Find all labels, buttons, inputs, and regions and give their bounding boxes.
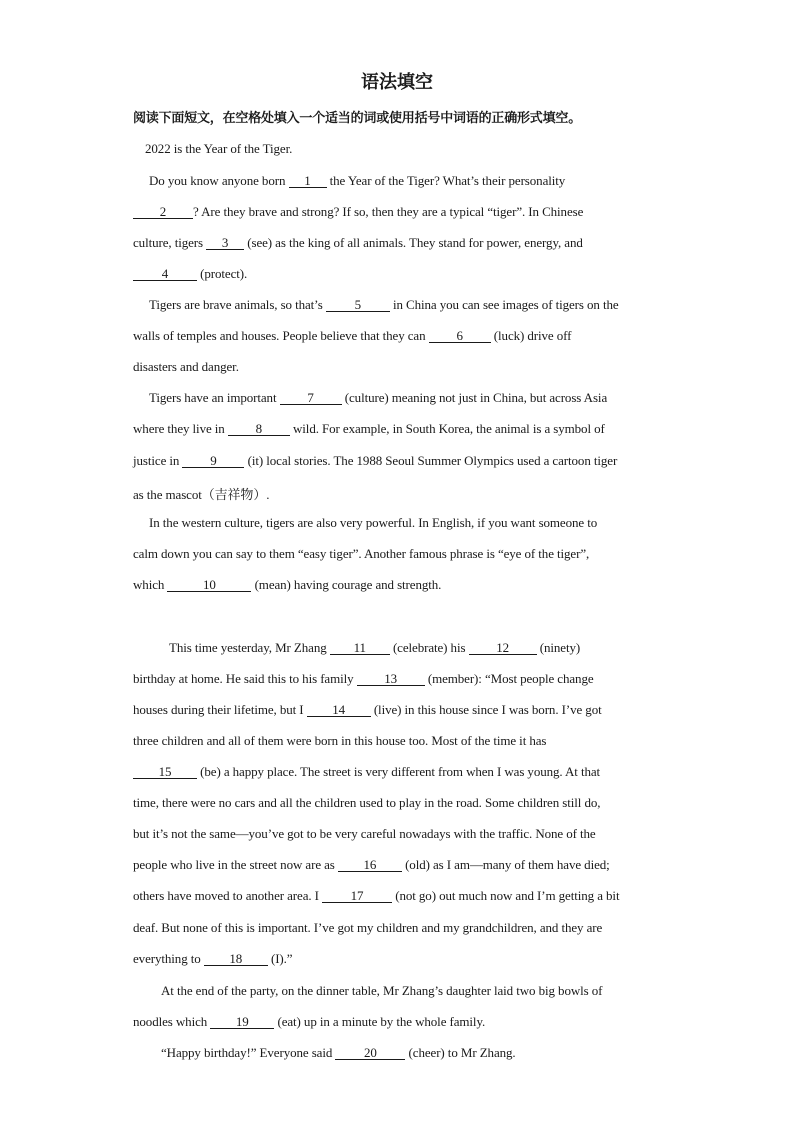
line-text: 2022 is the Year of the Tiger. [145, 141, 293, 156]
line-text: wild. For example, in South Korea, the animal is a symbol of [289, 421, 605, 436]
blank-17[interactable]: 17 [322, 889, 392, 903]
blank-4[interactable]: 4 [133, 267, 197, 281]
text-line [169, 640, 580, 656]
instruction-text: 阅读下面短文，在空格处填入一个适当的词或使用括号中词语的正确形式填空。 [133, 111, 582, 126]
line-text: (it) local stories. The 1988 Seoul Summer Olympics used a cartoon tiger [244, 453, 618, 468]
blank-15[interactable]: 15 [133, 765, 197, 779]
line-text: time, there were no cars and all the children used to play in the road. Some children still do, [133, 795, 601, 810]
text-line [133, 671, 594, 687]
line-text: disasters and danger. [133, 359, 239, 374]
line-text: (cheer) to Mr Zhang. [405, 1045, 516, 1060]
text-line [133, 328, 571, 344]
blank-13[interactable]: 13 [357, 672, 425, 686]
line-text: which [133, 577, 168, 592]
page-title: 语法填空 [361, 72, 433, 93]
blank-8[interactable]: 8 [228, 422, 290, 436]
text-line [133, 235, 583, 251]
line-text: This time yesterday, Mr Zhang [169, 640, 330, 655]
line-text: justice in [133, 453, 183, 468]
blank-7[interactable]: 7 [280, 391, 342, 405]
line-text: others have moved to another area. I [133, 888, 323, 903]
line-text: houses during their lifetime, but I [133, 702, 307, 717]
text-line [133, 857, 610, 873]
line-text: (eat) up in a minute by the whole family. [274, 1014, 486, 1029]
text-line [149, 515, 597, 531]
blank-19[interactable]: 19 [210, 1015, 274, 1029]
blank-5[interactable]: 5 [326, 298, 390, 312]
text-line [133, 795, 600, 811]
text-line [133, 421, 605, 437]
line-text: calm down you can say to them “easy tiger”. Another famous phrase is “eye of the tiger”, [133, 546, 590, 561]
line-text: ? Are they brave and strong? If so, then they are a typical “tiger”. In Chinese [193, 204, 584, 219]
line-text: people who live in the street now are as [133, 857, 338, 872]
blank-6[interactable]: 6 [429, 329, 491, 343]
line-text: (celebrate) his [389, 640, 469, 655]
line-text: but it’s not the same—you’ve got to be very careful nowadays with the traffic. None of the [133, 826, 596, 841]
line-text: (protect). [197, 266, 248, 281]
blank-1[interactable]: 1 [289, 174, 327, 188]
text-line [133, 951, 292, 967]
line-text: (ninety) [536, 640, 581, 655]
line-text: (I).” [267, 951, 293, 966]
line-text: (be) a happy place. The street is very different from when I was young. At that [197, 764, 601, 779]
line-text: (mean) having courage and strength. [251, 577, 442, 592]
blank-2[interactable]: 2 [133, 205, 193, 219]
text-line [149, 297, 619, 313]
line-text: deaf. But none of this is important. I’ve got my children and my grandchildren, and they are [133, 920, 603, 935]
line-text: (luck) drive off [490, 328, 572, 343]
line-text: birthday at home. He said this to his family [133, 671, 357, 686]
line-text: (old) as I am—many of them have died; [401, 857, 610, 872]
text-line [161, 1045, 516, 1061]
line-text: everything to [133, 951, 204, 966]
line-text: “Happy birthday!” Everyone said [161, 1045, 336, 1060]
text-line [145, 141, 292, 157]
text-line [133, 1014, 485, 1030]
line-text: noodles which [133, 1014, 211, 1029]
text-line [133, 204, 583, 220]
blank-20[interactable]: 20 [335, 1046, 405, 1060]
line-text: the Year of the Tiger? What’s their personality [326, 173, 566, 188]
text-line [133, 702, 602, 718]
line-text: At the end of the party, on the dinner table, Mr Zhang’s daughter laid two big bowls of [161, 983, 603, 998]
text-line [133, 359, 239, 375]
text-line [133, 888, 619, 904]
blank-16[interactable]: 16 [338, 858, 402, 872]
text-line [149, 390, 607, 406]
blank-10[interactable]: 10 [167, 578, 251, 592]
text-line [133, 577, 441, 593]
text-line [133, 484, 269, 503]
blank-12[interactable]: 12 [469, 641, 537, 655]
line-text: culture, tigers [133, 235, 207, 250]
line-text: (member): “Most people change [424, 671, 594, 686]
text-line [133, 920, 602, 936]
text-line [133, 764, 600, 780]
text-line [149, 173, 565, 189]
line-text: three children and all of them were born in this house too. Most of the time it has [133, 733, 547, 748]
text-line [133, 546, 589, 562]
line-text: where they live in [133, 421, 228, 436]
text-line [161, 983, 602, 999]
line-text: in China you can see images of tigers on the [389, 297, 619, 312]
blank-14[interactable]: 14 [307, 703, 371, 717]
text-line [133, 733, 546, 749]
text-line [133, 826, 596, 842]
blank-11[interactable]: 11 [330, 641, 390, 655]
line-text: Do you know anyone born [149, 173, 289, 188]
line-text: walls of temples and houses. People believe that they can [133, 328, 429, 343]
line-text: (see) as the king of all animals. They stand for power, energy, and [244, 235, 583, 250]
line-text: (live) in this house since I was born. I’ve got [370, 702, 602, 717]
text-line [133, 266, 247, 282]
line-text: as the mascot（吉祥物）. [133, 487, 270, 502]
line-text: (not go) out much now and I’m getting a bit [392, 888, 620, 903]
text-line [133, 453, 617, 469]
blank-9[interactable]: 9 [182, 454, 244, 468]
line-text: (culture) meaning not just in China, but across Asia [341, 390, 608, 405]
blank-3[interactable]: 3 [206, 236, 244, 250]
line-text: Tigers are brave animals, so that’s [149, 297, 326, 312]
line-text: Tigers have an important [149, 390, 280, 405]
line-text: In the western culture, tigers are also very powerful. In English, if you want someone to [149, 515, 598, 530]
blank-18[interactable]: 18 [204, 952, 268, 966]
